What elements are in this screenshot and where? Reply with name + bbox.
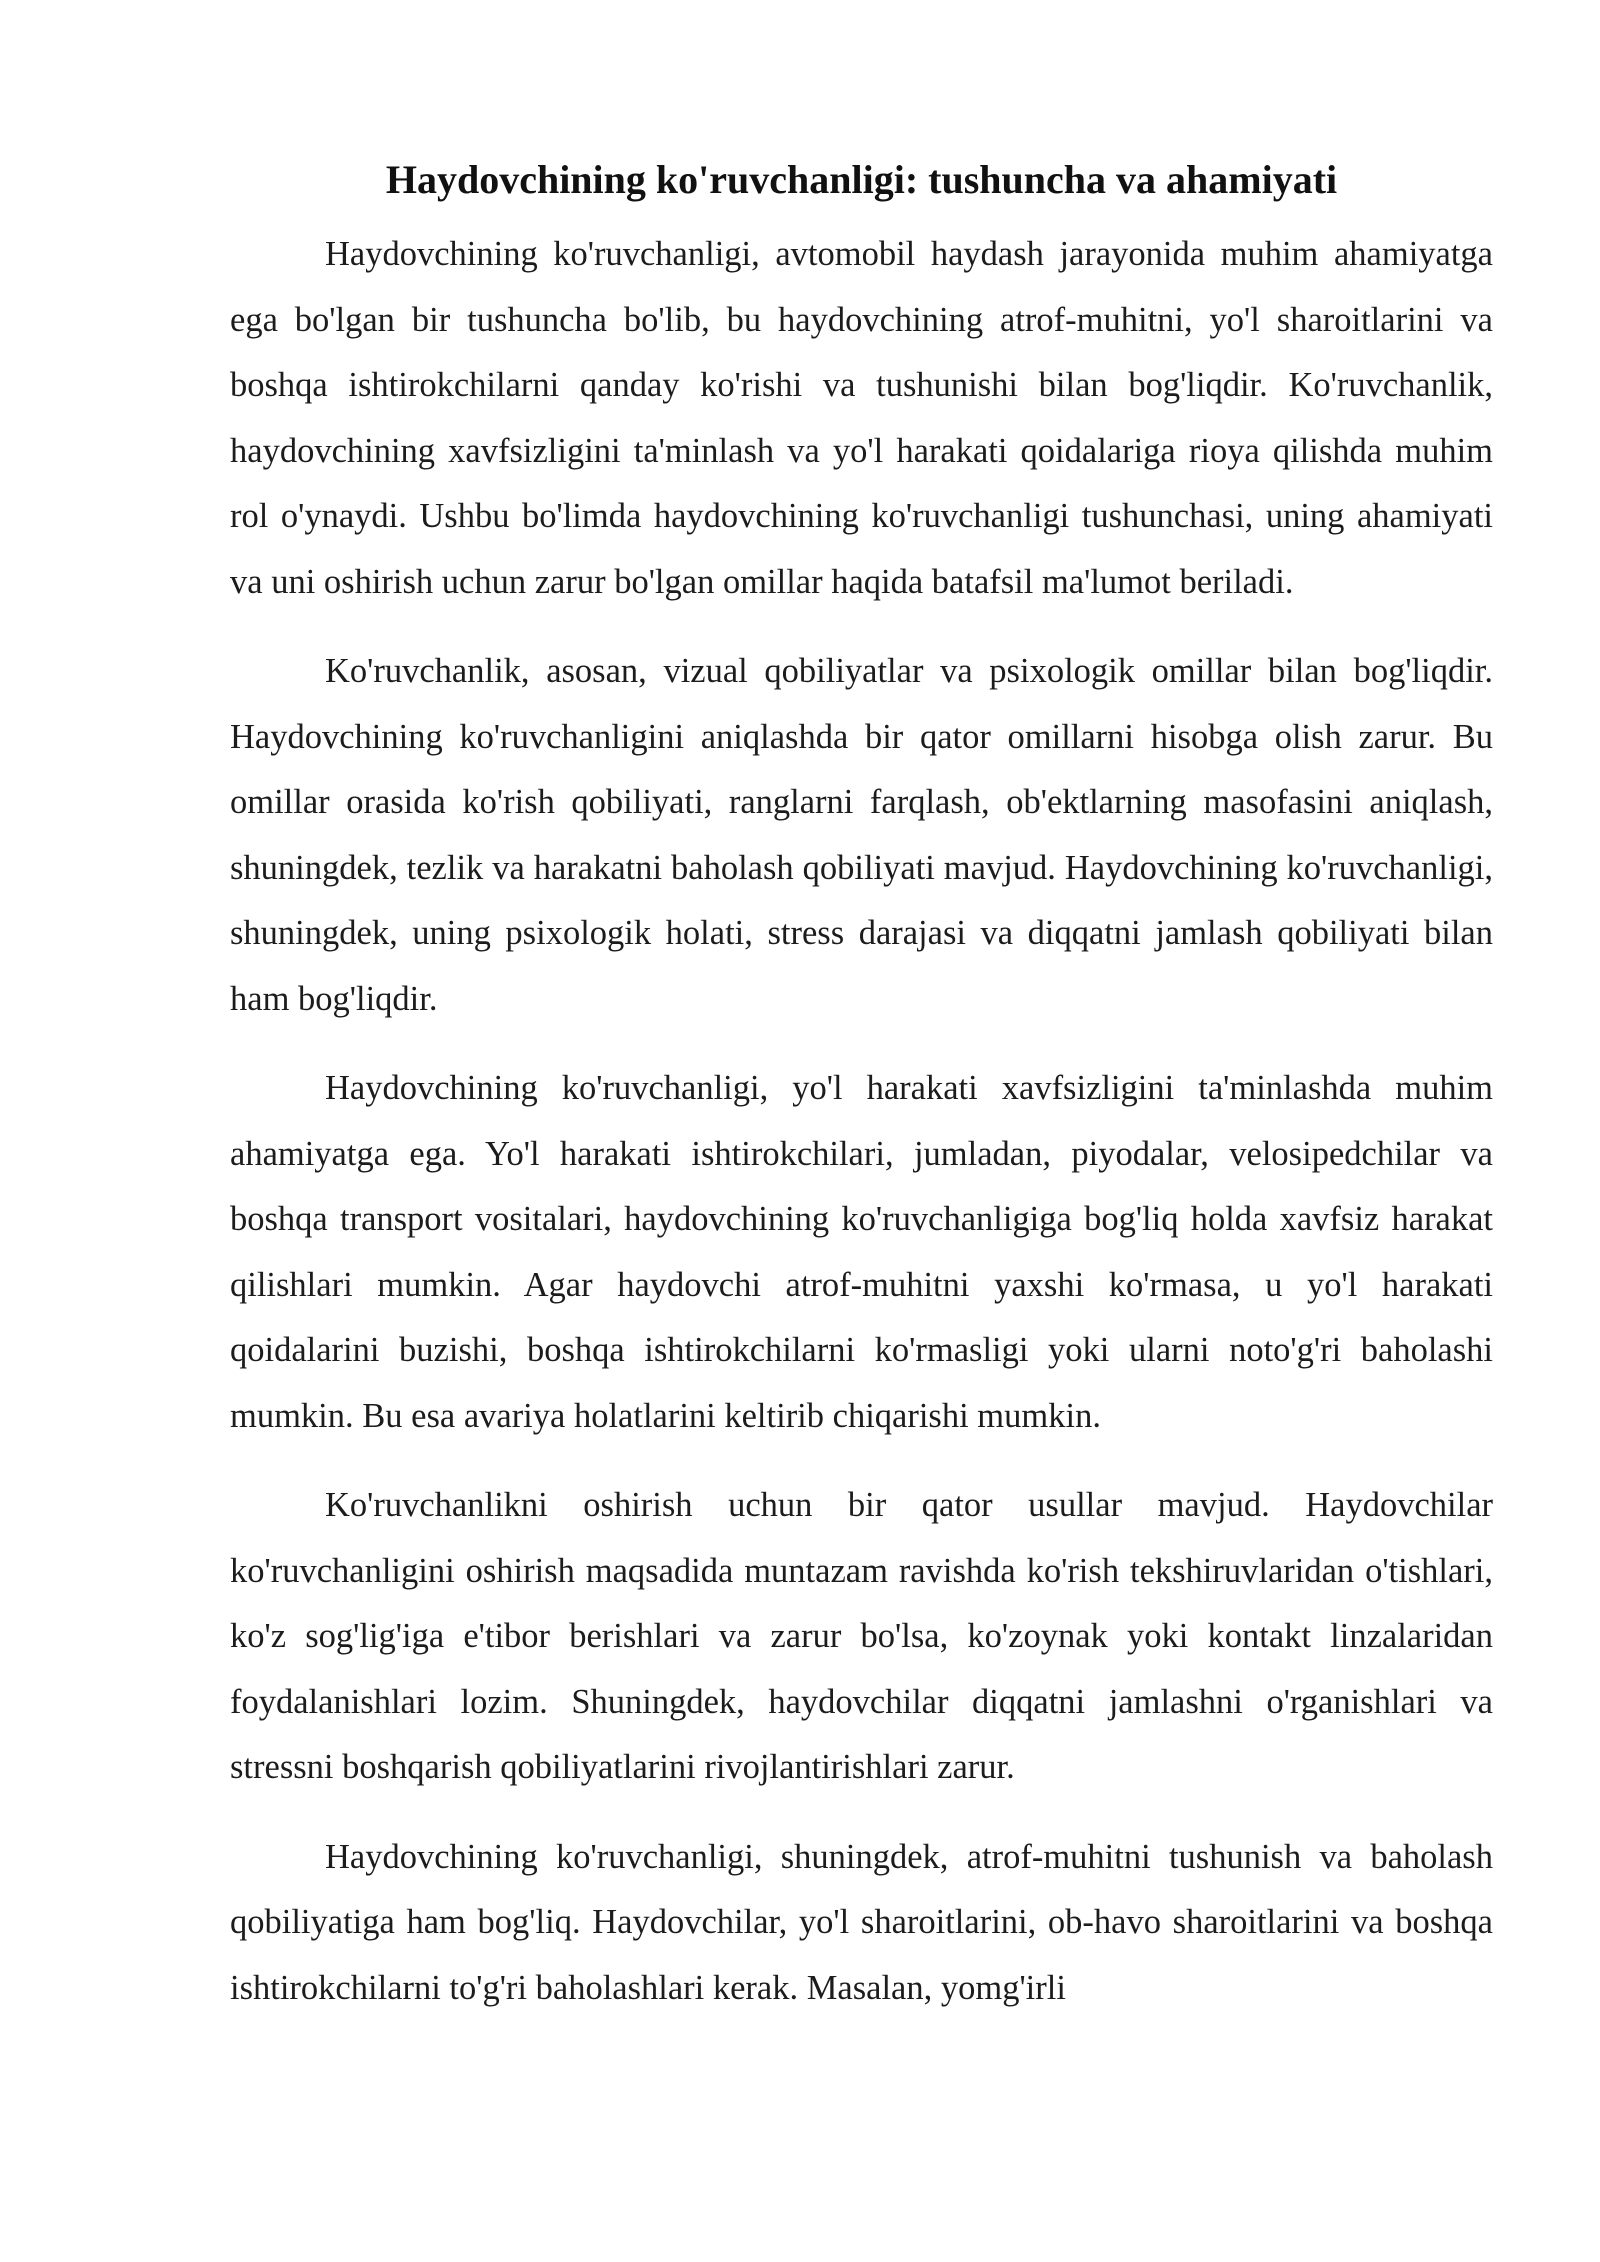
document-body <box>230 150 1493 2021</box>
paragraph-5: Haydovchining ko'ruvchanligi, shuningdek, atrof-muhitni tushunish va baholash qobiliyatiga ham bog'liq. Haydovchilar, yo'l sharoitlarini, ob-havo sharoitlarini va boshqa ishtirokchilarni to'g'ri baholashlari kerak. Masalan, yomg'irli <box>230 1837 1493 2007</box>
paragraph-1: Haydovchining ko'ruvchanligi, avtomobil haydash jarayonida muhim ahamiyatga ega bo'lgan bir tushuncha bo'lib, bu haydovchining atrof-muhitni, yo'l sharoitlarini va boshqa ishtirokchilarni qanday ko'rishi va tushunishi bilan bog'liqdir. Ko'ruvchanlik, haydovchining xavfsizligini ta'minlash va yo'l harakati qoidalariga rioya qilishda muhim rol o'ynaydi. Ushbu bo'limda haydovchining ko'ruvchanligi tushunchasi, uning ahamiyati va uni oshirish uchun zarur bo'lgan omillar haqida batafsil ma'lumot beriladi. <box>230 235 1493 601</box>
paragraph-4: Ko'ruvchanlikni oshirish uchun bir qator usullar mavjud. Haydovchilar ko'ruvchanligini oshirish maqsadida muntazam ravishda ko'rish tekshiruvlaridan o'tishlari, ko'z sog'lig'iga e'tibor berishlari va zarur bo'lsa, ko'zoynak yoki kontakt linzalaridan foydalanishlari lozim. Shuningdek, haydovchilar diqqatni jamlashni o'rganishlari va stressni boshqarish qobiliyatlarini rivojlantirishlari zarur. <box>230 1486 1493 1786</box>
paragraph-3: Haydovchining ko'ruvchanligi, yo'l harakati xavfsizligini ta'minlashda muhim ahamiyatga ega. Yo'l harakati ishtirokchilari, jumladan, piyodalar, velosipedchilar va boshqa transport vositalari, haydovchining ko'ruvchanligiga bog'liq holda xavfsiz harakat qilishlari mumkin. Agar haydovchi atrof-muhitni yaxshi ko'rmasa, u yo'l harakati qoidalarini buzishi, boshqa ishtirokchilarni ko'rmasligi yoki ularni noto'g'ri baholashi mumkin. Bu esa avariya holatlarini keltirib chiqarishi mumkin. <box>230 1069 1493 1435</box>
paragraph-2: Ko'ruvchanlik, asosan, vizual qobiliyatlar va psixologik omillar bilan bog'liqdir. Haydovchining ko'ruvchanligini aniqlashda bir qator omillarni hisobga olish zarur. Bu omillar orasida ko'rish qobiliyati, ranglarni farqlash, ob'ektlarning masofasini aniqlash, shuningdek, tezlik va harakatni baholash qobiliyati mavjud. Haydovchining ko'ruvchanligi, shuningdek, uning psixologik holati, stress darajasi va diqqatni jamlash qobiliyati bilan ham bog'liqdir. <box>230 652 1493 1018</box>
document-title: Haydovchining ko'ruvchanligi: tushuncha va ahamiyati <box>385 157 1338 202</box>
